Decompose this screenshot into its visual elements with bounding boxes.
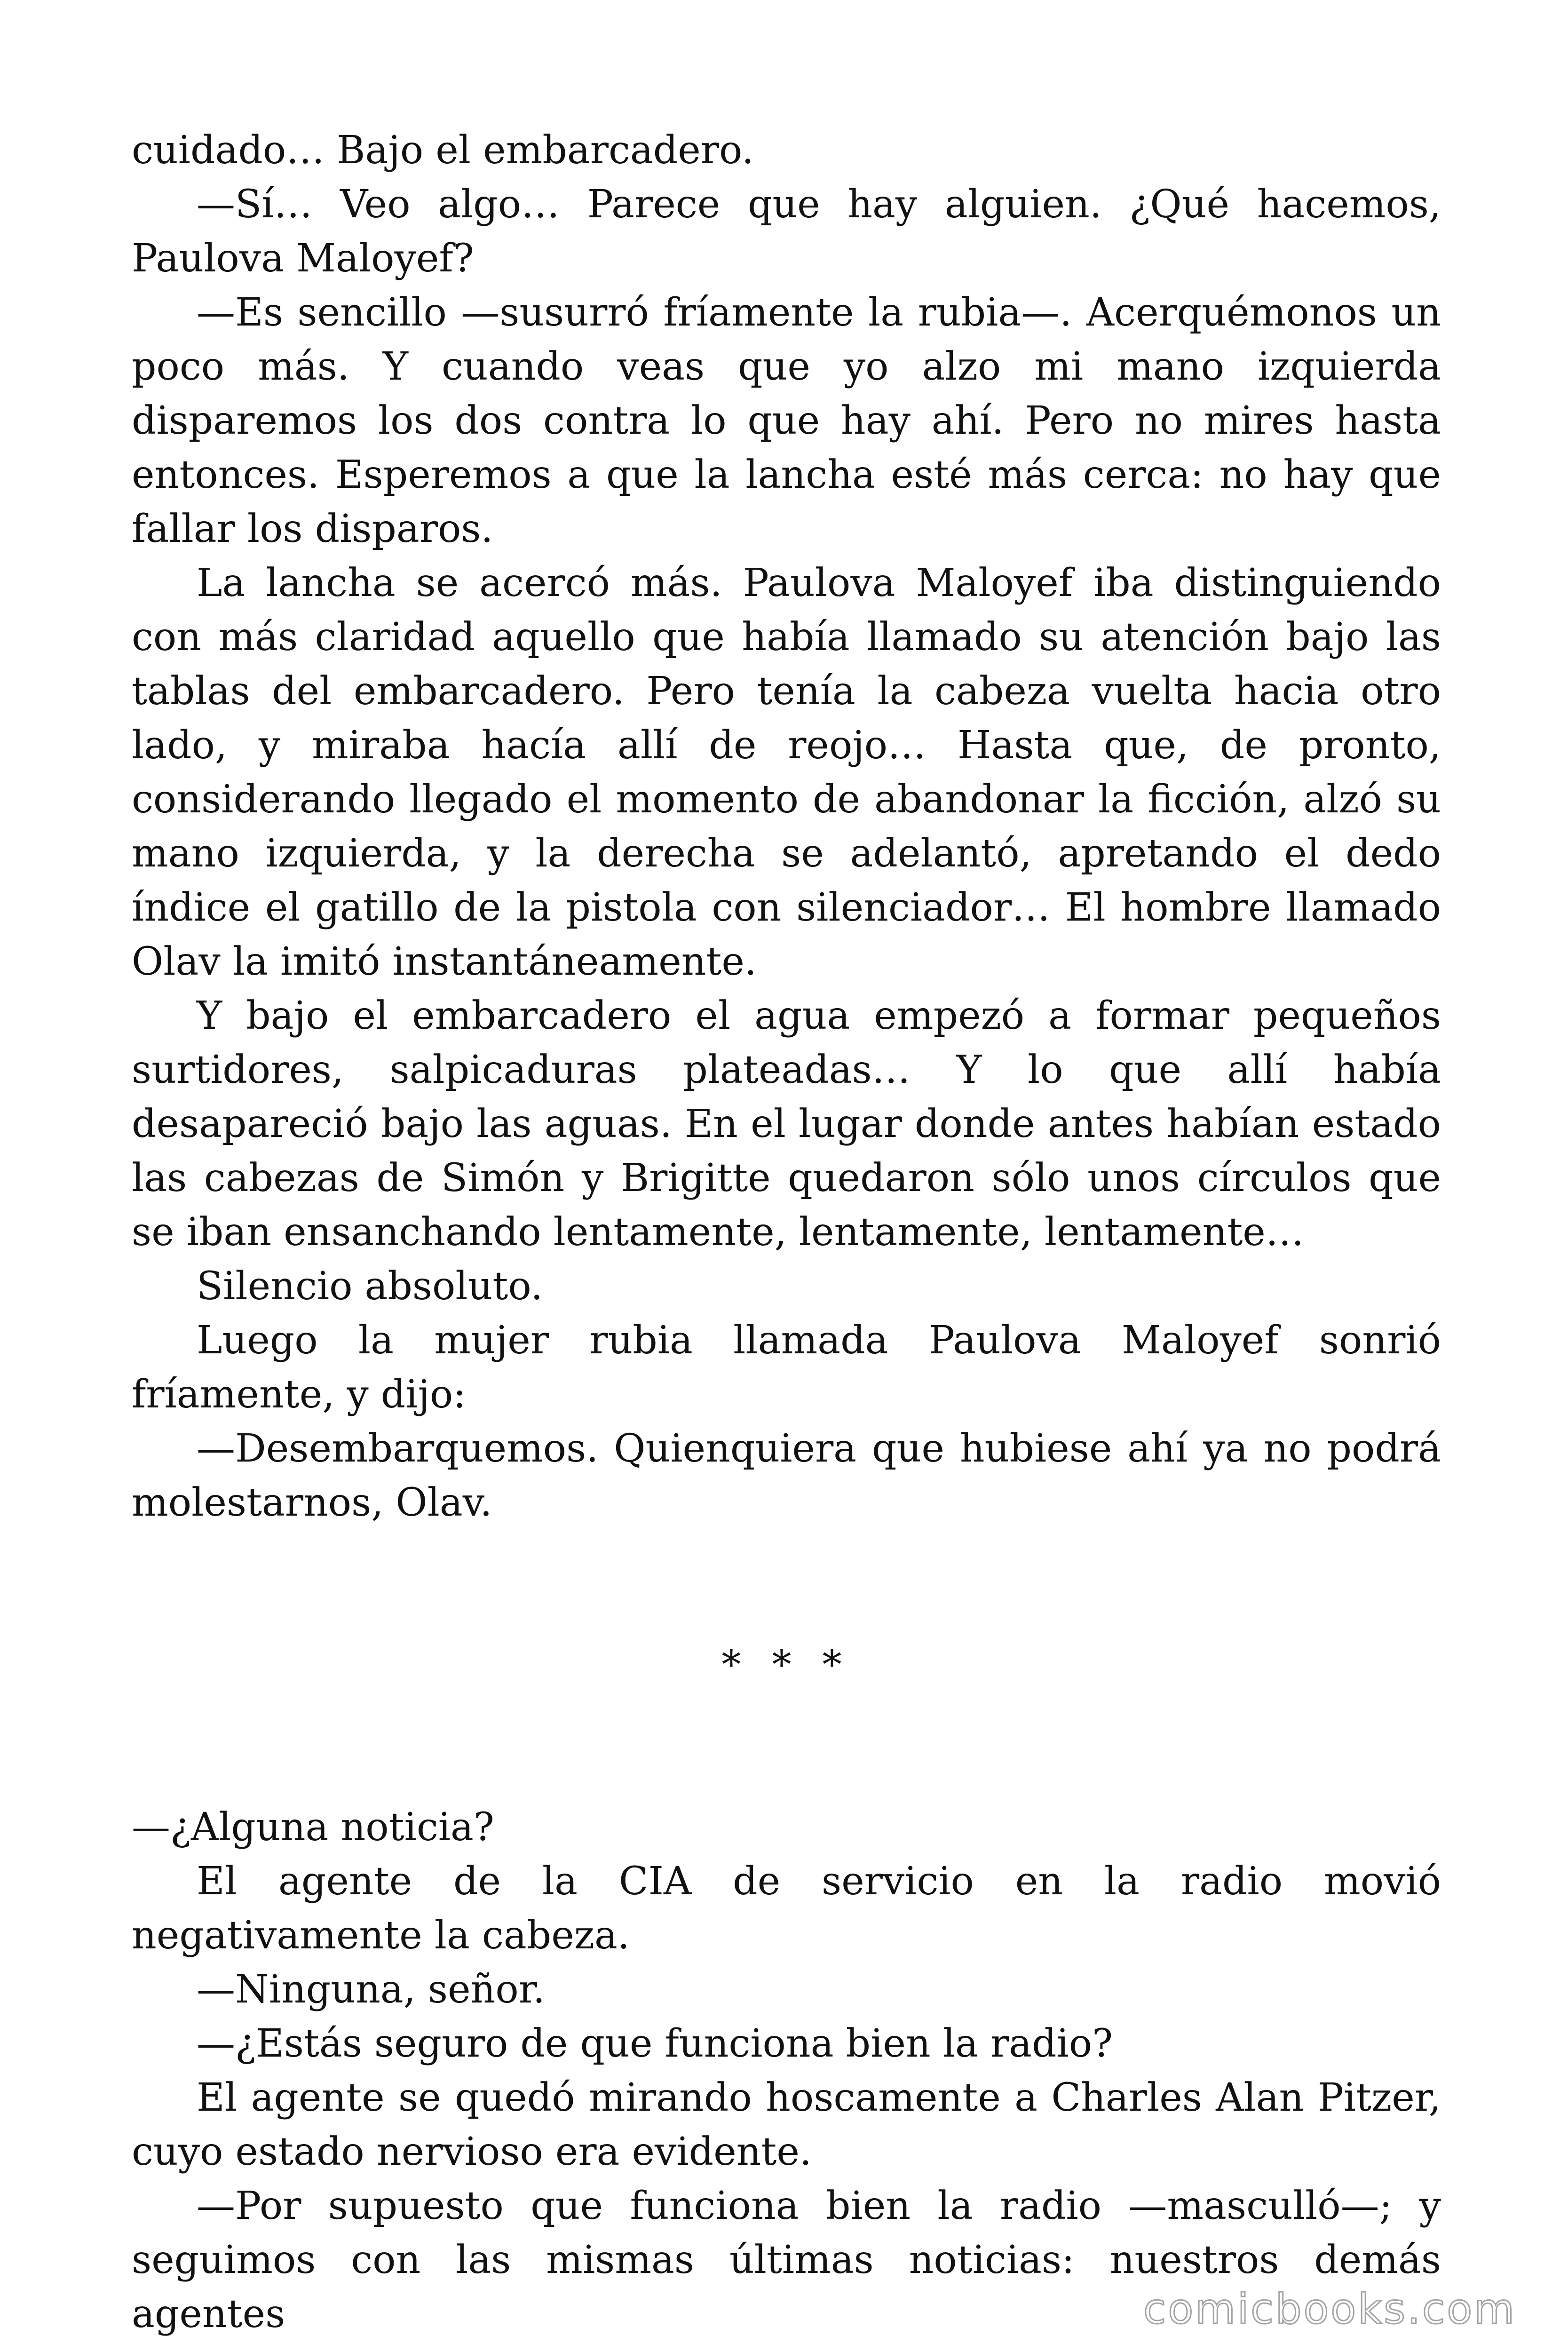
page-body [132, 123, 1441, 2341]
paragraph: —Sí… Veo algo… Parece que hay alguien. ¿Qué hacemos, Paulova Maloyef? [132, 182, 1441, 281]
paragraph: —Por supuesto que funciona bien la radio —masculló—; y seguimos con las mismas últimas noticias: nuestros demás agentes [132, 2184, 1441, 2336]
paragraph: Luego la mujer rubia llamada Paulova Maloyef sonrió fríamente, y dijo: [132, 1318, 1441, 1417]
paragraph: Y bajo el embarcadero el agua empezó a formar pequeños surtidores, salpicaduras plateadas… Y lo que allí había desapareció bajo las aguas. En el lugar donde antes habían estado las cabezas de Simón y Brigitte quedaron sólo unos círculos que se iban ensanchando lentamente, lentamente, lentamente… [132, 993, 1441, 1255]
paragraph: —Ninguna, señor. [197, 1967, 545, 2012]
section-separator: * * * [721, 1643, 851, 1687]
watermark: comicbooks.com [1143, 2285, 1516, 2333]
paragraph: cuidado… Bajo el embarcadero. [132, 128, 754, 173]
paragraph: La lancha se acercó más. Paulova Maloyef iba distinguiendo con más claridad aquello que había llamado su atención bajo las tablas del embarcadero. Pero tenía la cabeza vuelta hacia otro lado, y miraba hacía allí de reojo… Hasta que, de pronto, considerando llegado el momento de abandonar la ficción, alzó su mano izquierda, y la derecha se adelantó, apretando el dedo índice el gatillo de la pistola con silenciador… El hombre llamado Olav la imitó instantáneamente. [132, 561, 1441, 984]
paragraph: Silencio absoluto. [197, 1264, 543, 1309]
paragraph: El agente de la CIA de servicio en la radio movió negativamente la cabeza. [132, 1859, 1441, 1958]
paragraph: —¿Alguna noticia? [132, 1805, 494, 1850]
section-1 [132, 123, 1441, 1530]
paragraph: —Desembarquemos. Quienquiera que hubiese ahí ya no podrá molestarnos, Olav. [132, 1426, 1441, 1525]
paragraph: —¿Estás seguro de que funciona bien la radio? [197, 2021, 1113, 2066]
paragraph: —Es sencillo —susurró fríamente la rubia—. Acerquémonos un poco más. Y cuando veas que yo alzo mi mano izquierda disparemos los dos contra lo que hay ahí. Pero no mires hasta entonces. Esperemos a que la lancha esté más cerca: no hay que fallar los disparos. [132, 290, 1441, 551]
section-2 [132, 1800, 1441, 2341]
paragraph: El agente se quedó mirando hoscamente a Charles Alan Pitzer, cuyo estado nervioso era evidente. [132, 2075, 1441, 2174]
